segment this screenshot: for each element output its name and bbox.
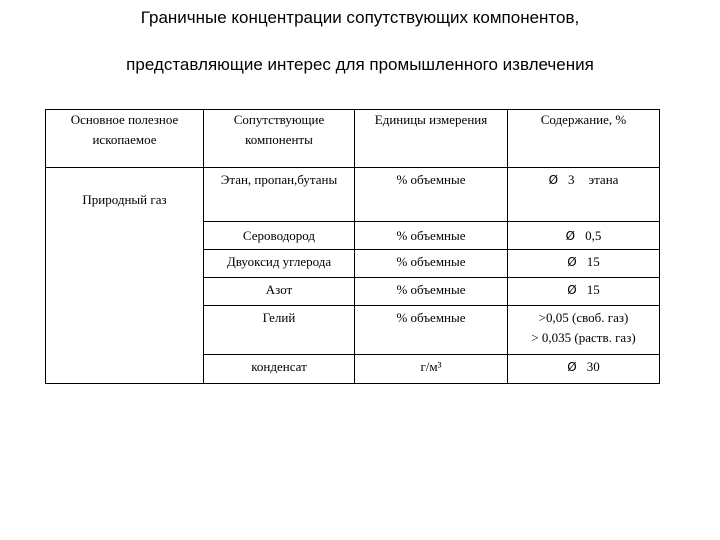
- content-value: 0,5: [585, 228, 602, 243]
- content-note: этана: [588, 172, 619, 187]
- content-value: 30: [586, 359, 600, 374]
- header-unit: Единицы измерения: [355, 110, 508, 168]
- content-value-line-2: > 0,035 (раств. газ): [531, 330, 636, 345]
- header-mineral-line-2: ископаемое: [92, 132, 157, 147]
- content-value-line-1: >0,05 (своб. газ): [538, 310, 629, 325]
- table-header-row: [46, 110, 660, 168]
- arrow-bullet-icon: Ø: [548, 173, 559, 187]
- content-value: 3: [568, 172, 575, 187]
- mineral-cell: [46, 168, 204, 384]
- unit-cell: % объемные: [355, 222, 508, 250]
- component-cell: Сероводород: [204, 222, 355, 250]
- content-cell: [508, 250, 660, 278]
- unit-cell: г/м³: [355, 355, 508, 384]
- header-component-line-2: компоненты: [245, 132, 313, 147]
- page-title-line-1: Граничные концентрации сопутствующих компонентов,: [140, 8, 580, 27]
- arrow-bullet-icon: Ø: [567, 283, 577, 297]
- header-mineral: [46, 110, 204, 168]
- unit-cell: % объемные: [355, 306, 508, 355]
- content-cell: [508, 168, 660, 222]
- content-cell: [508, 355, 660, 384]
- arrow-bullet-icon: Ø: [567, 360, 577, 374]
- component-cell: Двуоксид углерода: [204, 250, 355, 278]
- header-content: Содержание, %: [508, 110, 660, 168]
- table-row: [46, 168, 660, 222]
- mineral-label: Природный газ: [82, 192, 167, 207]
- header-component: [204, 110, 355, 168]
- arrow-bullet-icon: Ø: [565, 229, 576, 243]
- page-title-line-2: представляющие интерес для промышленного извлечения: [126, 55, 594, 74]
- component-cell: Этан, пропан,бутаны: [204, 168, 355, 222]
- component-cell: Гелий: [204, 306, 355, 355]
- unit-cell: % объемные: [355, 278, 508, 306]
- concentrations-table: [45, 109, 660, 384]
- content-cell: [508, 278, 660, 306]
- unit-cell: % объемные: [355, 250, 508, 278]
- header-mineral-line-1: Основное полезное: [70, 112, 179, 127]
- content-value: 15: [586, 282, 600, 297]
- component-cell: Азот: [204, 278, 355, 306]
- unit-cell: % объемные: [355, 168, 508, 222]
- header-component-line-1: Сопутствующие: [233, 112, 325, 127]
- content-value: 15: [586, 254, 600, 269]
- arrow-bullet-icon: Ø: [567, 255, 577, 269]
- component-cell: конденсат: [204, 355, 355, 384]
- content-cell: [508, 222, 660, 250]
- content-cell: [508, 306, 660, 355]
